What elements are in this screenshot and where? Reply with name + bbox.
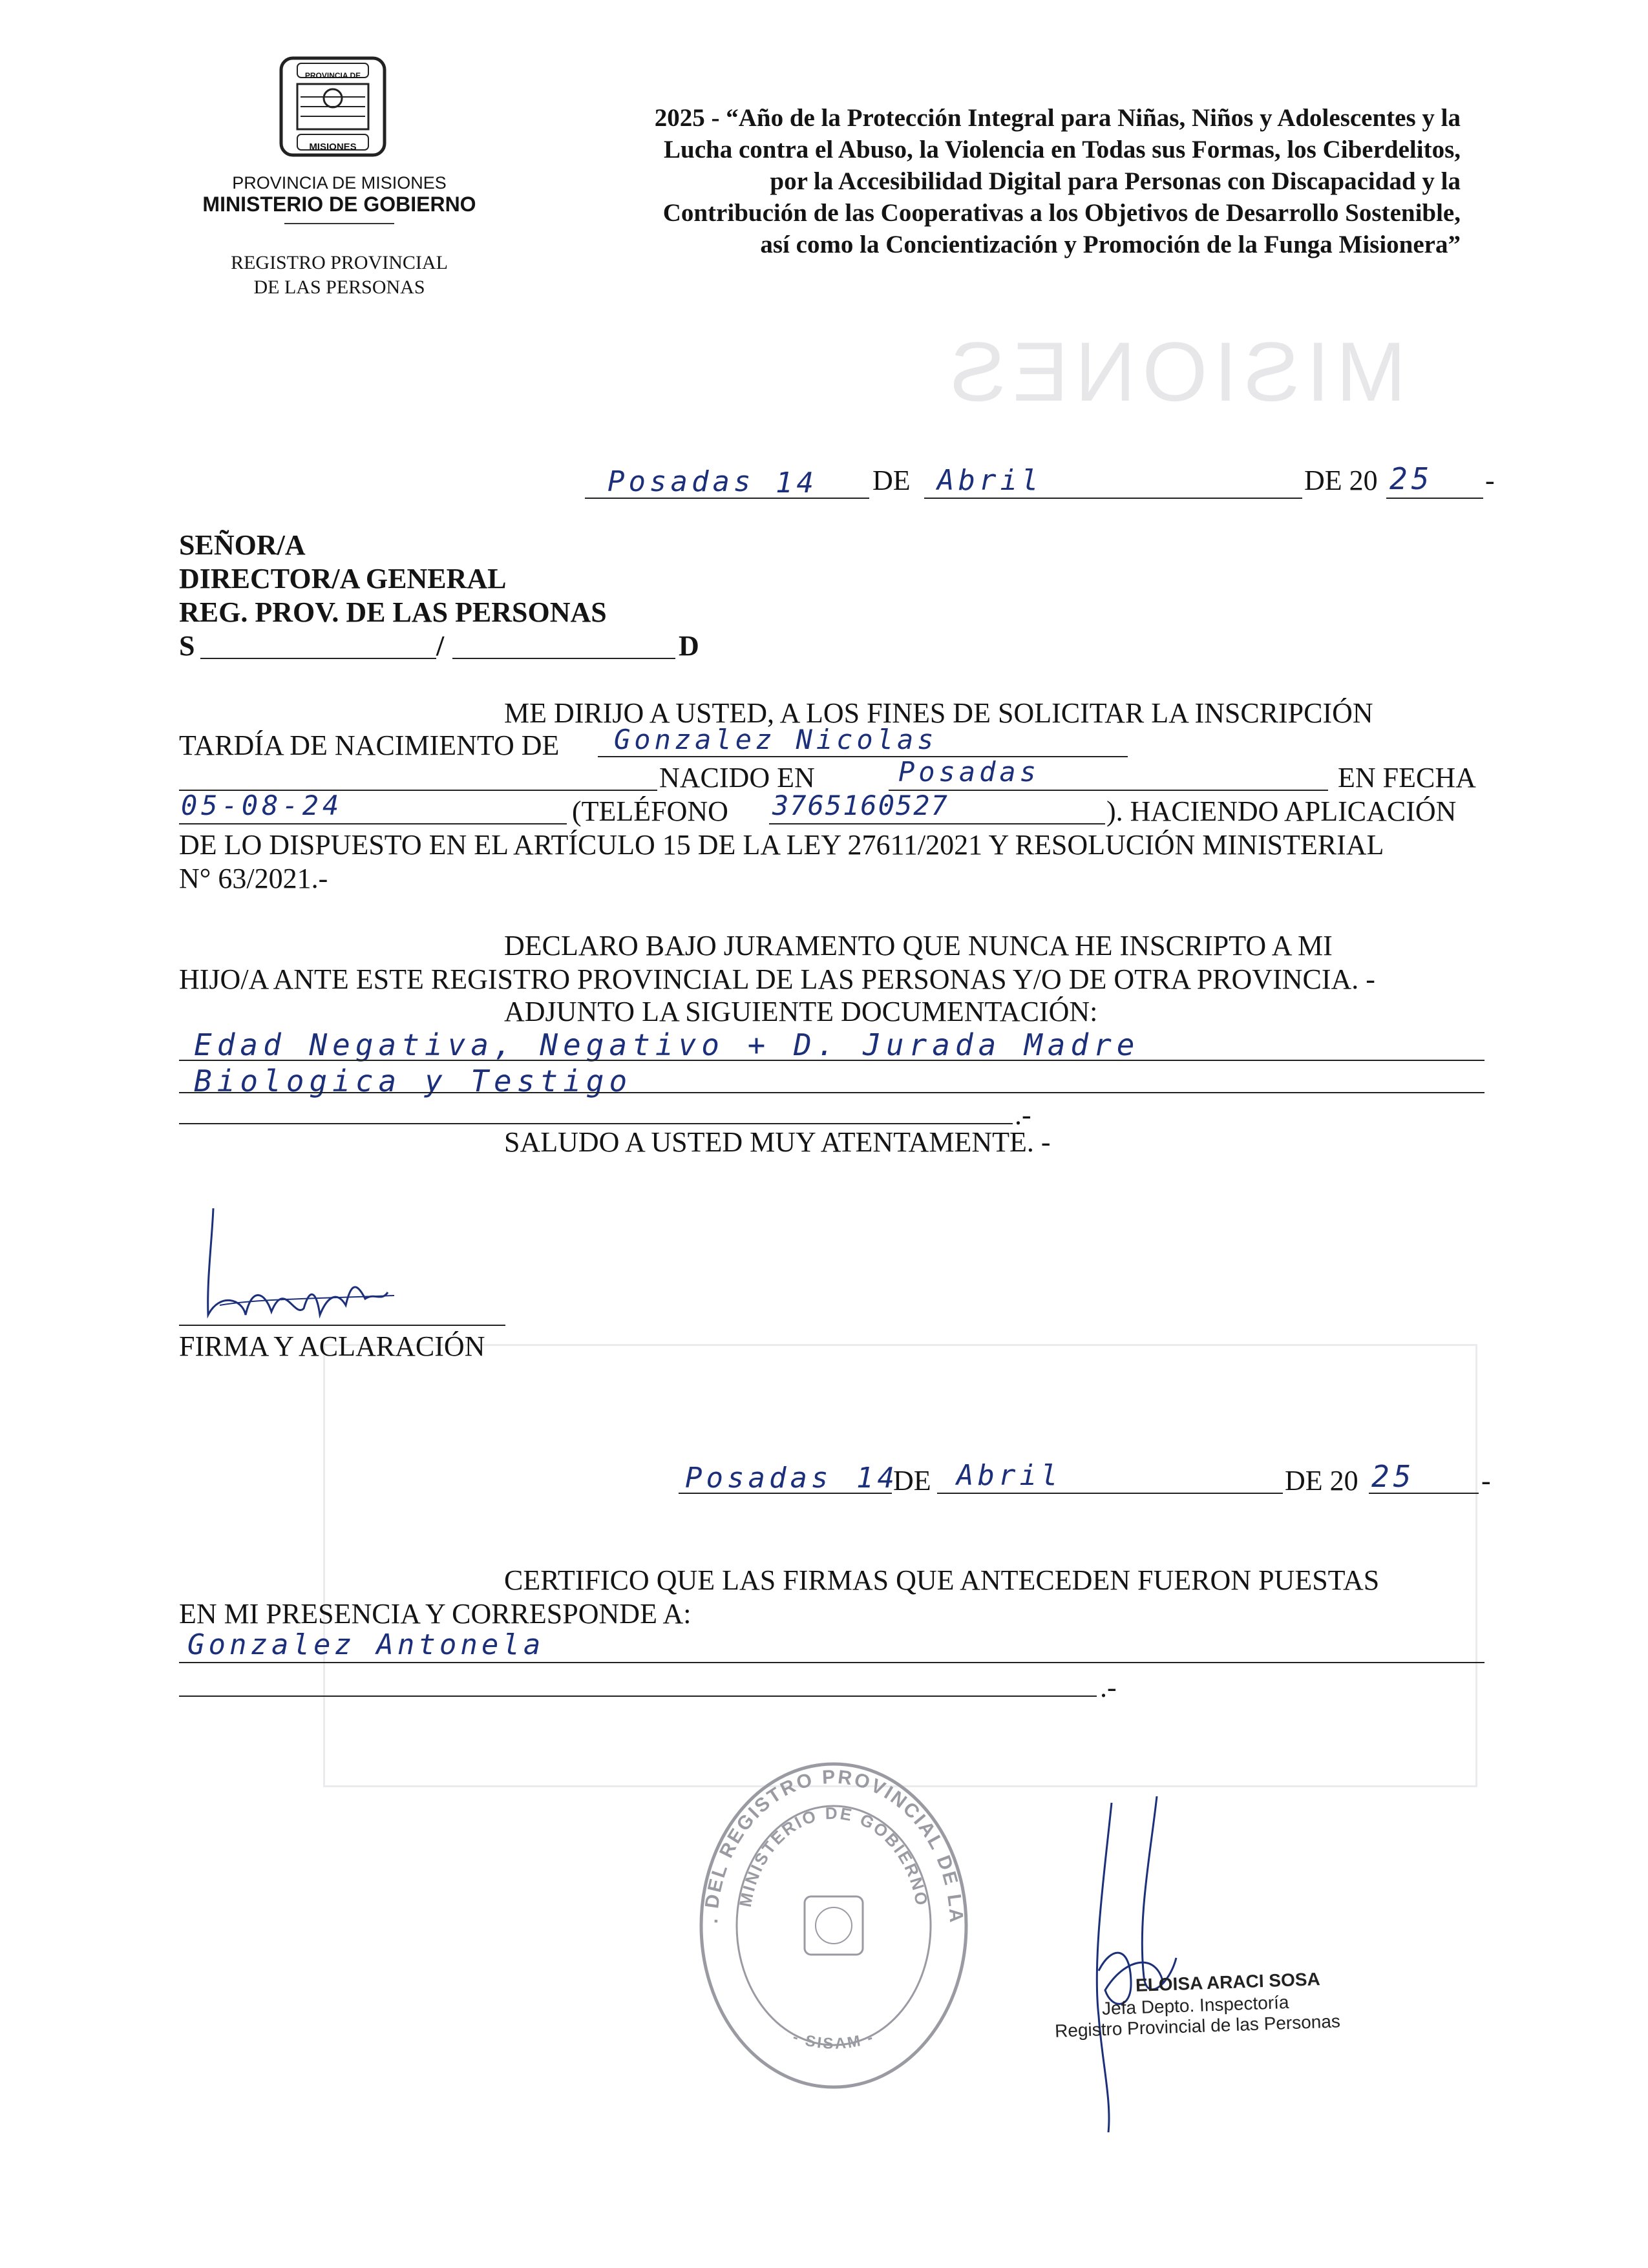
addressee-line-2: DIRECTOR/A GENERAL <box>179 563 507 594</box>
documents-line-2-rule <box>179 1092 1484 1093</box>
birth-date: 05-08-24 <box>181 790 343 821</box>
year-motto: 2025 - “Año de la Protección Integral para Niñas, Niños y Adolescentes y la Lucha contra el Abuso, la Violencia en Todas sus Formas, los Ciberdelitos, por la Accesibilidad Digital para Personas con Discapacidad y la Contribución de las Cooperativas a los Objetivos de Desarrollo Sostenible, así como la Concientización y Promoción de la Funga Misionera” <box>654 104 1461 258</box>
seal-bottom-text: MISIONES <box>309 142 357 152</box>
ministry-name: MINISTERIO DE GOBIERNO <box>202 193 476 216</box>
registry-line-2: DE LAS PERSONAS <box>253 277 425 298</box>
cert-day: 14 <box>856 1462 898 1495</box>
request-line-1: ME DIRIJO A USTED, A LOS FINES DE SOLICITAR LA INSCRIPCIÓN <box>504 697 1373 729</box>
stamp-bottom-text: - SISAM - <box>790 2028 877 2053</box>
seal-top-text: PROVINCIA DE <box>304 71 361 80</box>
documents-end: .- <box>1015 1099 1031 1131</box>
applicant-signature <box>181 1202 427 1344</box>
bleed-through-logo: MISIONES <box>944 324 1406 419</box>
birth-date-line <box>179 823 567 824</box>
addressee-line-1: SEÑOR/A <box>179 529 306 561</box>
cert-person: Gonzalez Antonela <box>187 1628 545 1661</box>
date-year-line <box>1386 498 1483 499</box>
request-line-2-prefix: TARDÍA DE NACIMIENTO DE <box>179 730 560 761</box>
date-place: Posadas <box>607 465 755 498</box>
date-month: Abril <box>937 464 1042 497</box>
addressee-slash: / <box>436 630 445 662</box>
date-day: 14 <box>776 467 818 499</box>
date-month-line <box>924 498 1302 499</box>
cert-person-line-2 <box>179 1696 1097 1697</box>
request-line-6: N° 63/2021.- <box>179 863 328 894</box>
phone-line <box>769 823 1105 824</box>
addressee-d-line <box>452 658 675 659</box>
cert-dash: - <box>1481 1465 1491 1496</box>
province-name: PROVINCIA DE MISIONES <box>232 173 447 193</box>
official-signature <box>1086 1790 1228 2139</box>
addressee-s: S <box>179 630 195 662</box>
documents-line-1: Edad Negativa, Negativo + D. Jurada Madre <box>194 1027 1140 1062</box>
signature-line <box>179 1325 505 1326</box>
stamp-outer-text: . DEL REGISTRO PROVINCIAL DE LA <box>700 1766 967 1926</box>
provincial-seal <box>278 52 388 162</box>
cert-year-prefix: DE 20 <box>1285 1465 1358 1496</box>
svg-text:MINISTERIO DE GOBIERNO <box>735 1803 932 1909</box>
cert-de-label: DE <box>893 1465 931 1496</box>
child-name-line <box>598 756 1128 757</box>
cert-year-line <box>1369 1493 1479 1494</box>
nacido-en-label: NACIDO EN <box>659 762 815 793</box>
birthplace: Posadas <box>898 756 1041 788</box>
salute: SALUDO A USTED MUY ATENTAMENTE. - <box>504 1126 1051 1158</box>
telefono-open: (TELÉFONO <box>572 795 728 827</box>
signature-label: FIRMA Y ACLARACIÓN <box>179 1330 485 1362</box>
stamp-inner-text: MINISTERIO DE GOBIERNO <box>735 1803 933 1909</box>
telefono-close: ). HACIENDO APLICACIÓN <box>1106 795 1457 827</box>
addressee-d: D <box>679 630 699 662</box>
official-round-stamp <box>692 1758 976 2094</box>
cert-line-1: CERTIFICO QUE LAS FIRMAS QUE ANTECEDEN FUERON PUESTAS <box>504 1564 1380 1596</box>
birthplace-line <box>889 790 1328 791</box>
addressee-s-line <box>200 658 436 659</box>
date-year: 25 <box>1389 461 1433 496</box>
official-office: Registro Provincial de las Personas <box>1054 2011 1341 2041</box>
date-dash: - <box>1485 465 1495 496</box>
declaration-line-2: HIJO/A ANTE ESTE REGISTRO PROVINCIAL DE LAS PERSONAS Y/O DE OTRA PROVINCIA. - <box>179 963 1375 995</box>
registry-line-1: REGISTRO PROVINCIAL <box>231 252 448 273</box>
cert-month-line <box>937 1493 1283 1494</box>
documents-line-2: Biologica y Testigo <box>194 1064 633 1098</box>
phone-number: 3765160527 <box>772 790 949 821</box>
en-fecha-label: EN FECHA <box>1338 762 1476 793</box>
declaration-line-1: DECLARO BAJO JURAMENTO QUE NUNCA HE INSCRIPTO A MI <box>504 930 1333 961</box>
cert-person-line <box>179 1662 1484 1663</box>
svg-text:- SISAM - <box>790 2028 877 2053</box>
documents-line-3-rule <box>179 1123 1013 1124</box>
declaration-line-3: ADJUNTO LA SIGUIENTE DOCUMENTACIÓN: <box>504 996 1098 1027</box>
addressee-line-3: REG. PROV. DE LAS PERSONAS <box>179 596 607 628</box>
date-de-label: DE <box>872 465 911 496</box>
cert-year: 25 <box>1371 1459 1415 1494</box>
cert-day-line <box>679 1493 892 1494</box>
request-line-5: DE LO DISPUESTO EN EL ARTÍCULO 15 DE LA LEY 27611/2021 Y RESOLUCIÓN MINISTERIAL <box>179 829 1384 861</box>
cert-line-2: EN MI PRESENCIA Y CORRESPONDE A: <box>179 1598 692 1630</box>
official-name: ELOISA ARACI SOSA <box>1135 1969 1321 1995</box>
cert-end: .- <box>1100 1672 1117 1703</box>
header-divider <box>284 223 394 224</box>
date-day-line <box>585 498 869 499</box>
cert-month: Abril <box>956 1459 1062 1492</box>
date-year-prefix: DE 20 <box>1304 465 1378 496</box>
cert-place: Posadas <box>685 1462 832 1495</box>
official-title: Jefa Depto. Inspectoría <box>1101 1991 1289 2019</box>
documents-line-1-rule <box>179 1060 1484 1061</box>
child-name: Gonzalez Nicolas <box>614 724 938 755</box>
